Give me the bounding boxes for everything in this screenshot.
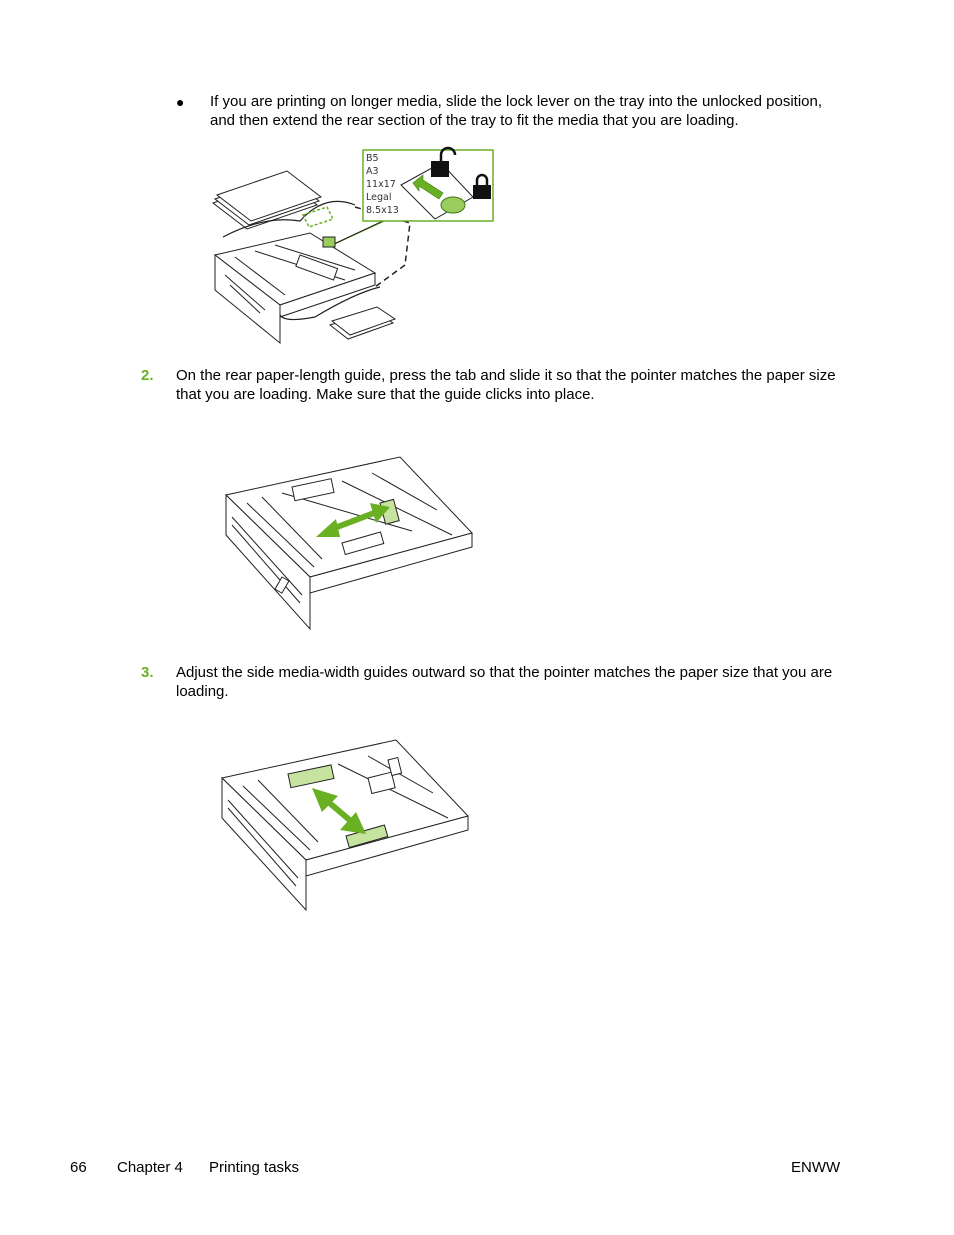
- lever-highlight: [303, 207, 333, 227]
- bullet-paragraph: If you are printing on longer media, slide the lock lever on the tray into the unlocked position, and then extend the rear section of the tray to fit the media that you are loading.: [210, 93, 823, 129]
- footer-code: ENWW: [791, 1159, 841, 1176]
- figure-width-guides: [218, 738, 473, 916]
- step-number: 2.: [141, 367, 154, 384]
- lever-knob: [441, 197, 465, 213]
- callout-leader-2: [332, 221, 383, 245]
- figure-rear-guide: [222, 455, 477, 635]
- step-text: Adjust the side media-width guides outward so that the pointer matches the paper size that you are loading.: [176, 664, 833, 700]
- size-label: 8.5x13: [366, 205, 399, 216]
- bullet-marker: ●: [176, 94, 185, 110]
- size-label: Legal: [366, 192, 392, 203]
- size-label: 11x17: [366, 179, 396, 190]
- step-text: On the rear paper-length guide, press the tab and slide it so that the pointer matches the paper size that you are loading. Make sure that the guide clicks into place.: [176, 367, 836, 403]
- figure-tray-extension: [205, 145, 500, 350]
- paper-stack-small: [330, 307, 395, 339]
- size-label: B5: [366, 153, 379, 164]
- paper-stack-illustration: [213, 171, 321, 229]
- tray-illustration: [226, 457, 472, 629]
- step-number: 3.: [141, 664, 154, 681]
- page-number: 66: [70, 1159, 87, 1176]
- footer-section: Printing tasks: [209, 1159, 300, 1176]
- footer-chapter: Chapter 4: [117, 1159, 183, 1176]
- size-label: A3: [366, 166, 379, 177]
- lever-marker: [323, 237, 335, 247]
